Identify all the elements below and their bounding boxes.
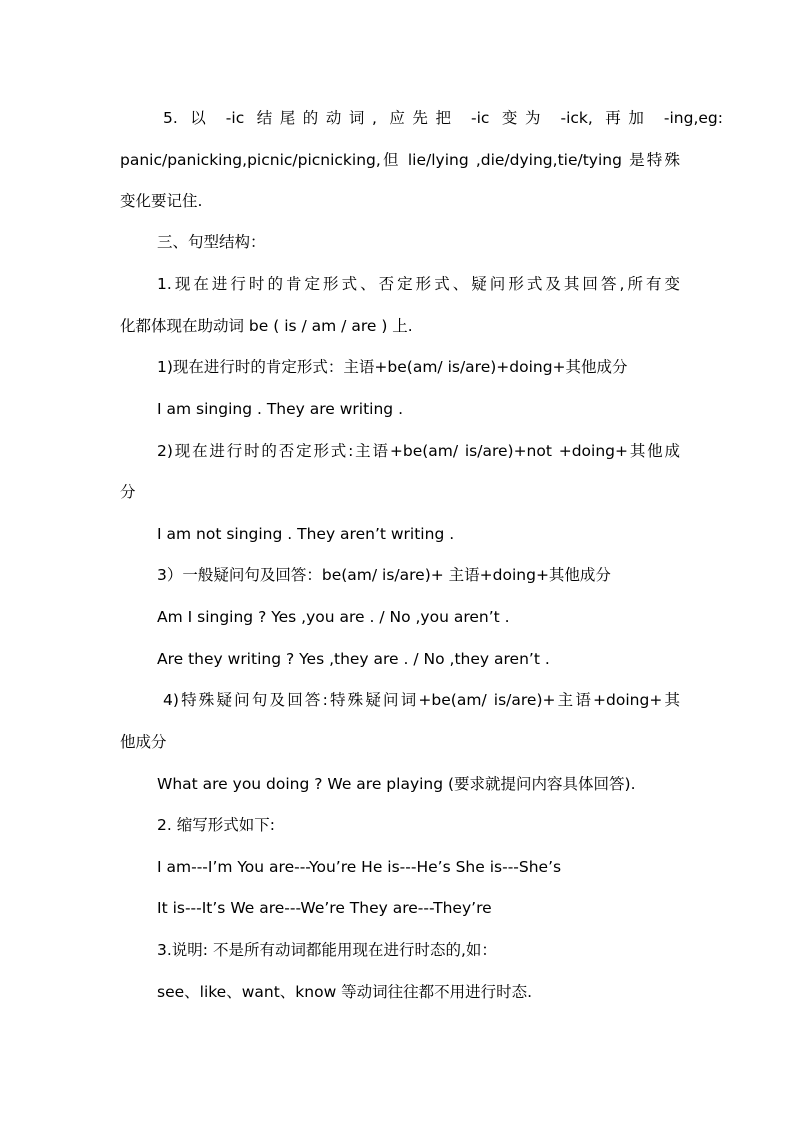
rule-5-line-3: 变化要记住. — [120, 192, 203, 210]
point-1-line-2: 化都体现在助动词 be ( is / am / are ) 上. — [120, 317, 413, 335]
rule-5-line-1: 5. 以 -ic 结尾的动词, 应先把 -ic 变为 -ick, 再加 -ing,eg: — [163, 109, 723, 127]
negative-example: I am not singing . They aren’t writing . — [157, 525, 455, 543]
point-2-heading: 2. 缩写形式如下: — [157, 816, 275, 834]
affirmative-form: 1)现在进行时的肯定形式：主语+be(am/ is/are)+doing+其他成分 — [157, 358, 628, 376]
point-1-line-1: 1.现在进行时的肯定形式、否定形式、疑问形式及其回答,所有变 — [157, 275, 680, 293]
contractions-line-1: I am---I’m You are---You’re He is---He’s She is---She’s — [157, 858, 562, 876]
point-3-verbs: see、like、want、know 等动词往往都不用进行时态. — [157, 983, 533, 1001]
negative-form-line-1: 2)现在进行时的否定形式:主语+be(am/ is/are)+not +doing+其他成 — [157, 442, 680, 460]
contractions-line-2: It is---It’s We are---We’re They are---They’re — [157, 899, 492, 917]
special-question-example: What are you doing ? We are playing (要求就提问内容具体回答). — [157, 775, 636, 793]
section-heading: 三、句型结构： — [157, 233, 266, 251]
rule-5-line-2: panic/panicking,picnic/picnicking,但 lie/lying ,die/dying,tie/tying 是特殊 — [120, 151, 680, 169]
negative-form-line-2: 分 — [120, 483, 136, 501]
general-question-example-1: Am I singing ? Yes ,you are . / No ,you aren’t . — [157, 608, 510, 626]
general-question-form: 3）一般疑问句及回答：be(am/ is/are)+ 主语+doing+其他成分 — [157, 566, 611, 584]
point-3-note: 3.说明: 不是所有动词都能用现在进行时态的,如： — [157, 941, 497, 959]
special-question-line-1: 4)特殊疑问句及回答:特殊疑问词+be(am/ is/are)+主语+doing+其 — [163, 691, 680, 709]
special-question-line-2: 他成分 — [120, 733, 167, 751]
affirmative-example: I am singing . They are writing . — [157, 400, 403, 418]
general-question-example-2: Are they writing ? Yes ,they are . / No ,they aren’t . — [157, 650, 550, 668]
